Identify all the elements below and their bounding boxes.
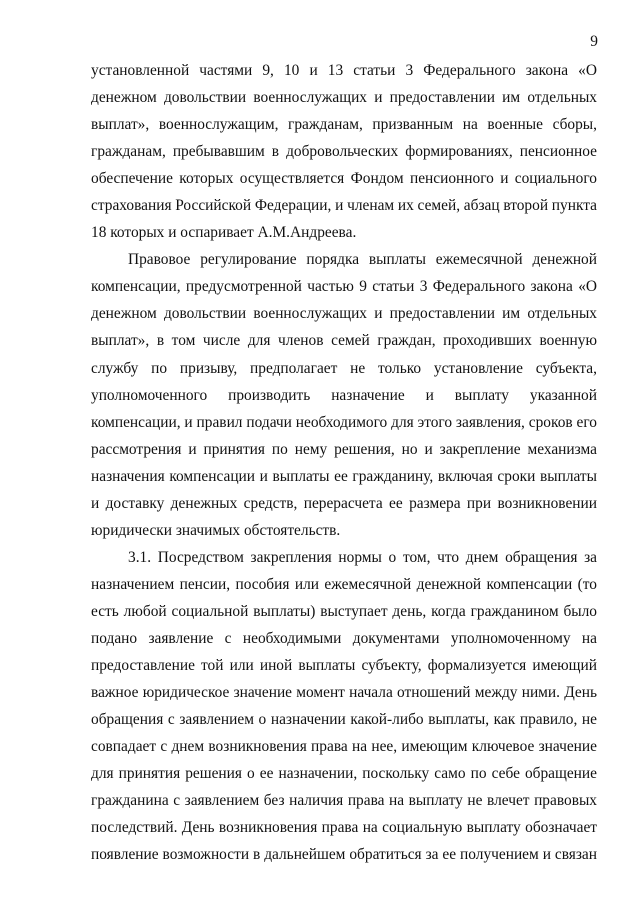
text-line: обращения с заявлением о назначении какой-либо выплаты, как правило, не <box>91 711 597 729</box>
text-line: установленной частями 9, 10 и 13 статьи 3 Федерального закона «О <box>91 62 597 79</box>
text-line: 18 которых и оспаривает А.М.Андреева. <box>91 224 357 242</box>
text-line: гражданам, пребывавшим в добровольческих формированиях, пенсионное <box>91 143 597 161</box>
text-line: последствий. День возникновения права на социальную выплату обозначает <box>91 819 597 837</box>
text-line: юридически значимых обстоятельств. <box>91 521 341 539</box>
text-line: гражданина с заявлением без наличия права на выплату не влечет правовых <box>91 792 597 810</box>
text-line: и доставку денежных средств, перерасчета ее размера при возникновении <box>91 494 597 512</box>
text-line: назначения компенсации и выплаты ее гражданину, включая сроки выплаты <box>91 467 597 485</box>
text-line: появление возможности в дальнейшем обратиться за ее получением и связан <box>91 846 597 864</box>
paragraph-2 <box>91 246 597 544</box>
text-line: 3.1. Посредством закрепления нормы о том, что днем обращения за <box>128 548 597 566</box>
text-line: уполномоченного производить назначение и выплату указанной <box>91 386 597 404</box>
text-line: выплат», в том числе для членов семей граждан, проходивших военную <box>91 332 597 350</box>
text-line: обеспечение которых осуществляется Фондом пенсионного и социального <box>91 170 597 188</box>
text-line: компенсации, и правил подачи необходимого для этого заявления, сроков его <box>91 413 597 431</box>
text-line: назначением пенсии, пособия или ежемесячной денежной компенсации (то <box>91 575 597 593</box>
text-line: страхования Российской Федерации, и членам их семей, абзац второй пункта <box>91 197 597 215</box>
text-line: совпадает с днем возникновения права на нее, имеющим ключевое значение <box>91 738 597 756</box>
text-line: компенсации, предусмотренной частью 9 статьи 3 Федерального закона «О <box>91 278 597 296</box>
page-number: 9 <box>590 33 598 50</box>
text-line: есть любой социальной выплаты) выступает день, когда гражданином было <box>91 602 597 620</box>
paragraph-1 <box>91 57 597 246</box>
text-line: денежном довольствии военнослужащих и предоставлении им отдельных <box>91 89 597 107</box>
text-line: важное юридическое значение момент начала отношений между ними. День <box>91 684 597 702</box>
text-line: подано заявление с необходимыми документами уполномоченному на <box>91 629 597 647</box>
paragraph-3 <box>91 544 597 869</box>
text-line: Правовое регулирование порядка выплаты ежемесячной денежной <box>128 251 597 269</box>
text-line: денежном довольствии военнослужащих и предоставлении им отдельных <box>91 305 597 323</box>
text-line: выплат», военнослужащим, гражданам, призванным на военные сборы, <box>91 116 597 134</box>
text-line: службу по призыву, предполагает не только установление субъекта, <box>91 359 597 377</box>
text-line: для принятия решения о ее назначении, поскольку само по себе обращение <box>91 765 597 783</box>
text-line: предоставление той или иной выплаты субъекту, формализуется имеющий <box>91 657 597 675</box>
document-body <box>91 57 597 868</box>
text-line: рассмотрения и принятия по нему решения, но и закрепление механизма <box>91 440 597 458</box>
